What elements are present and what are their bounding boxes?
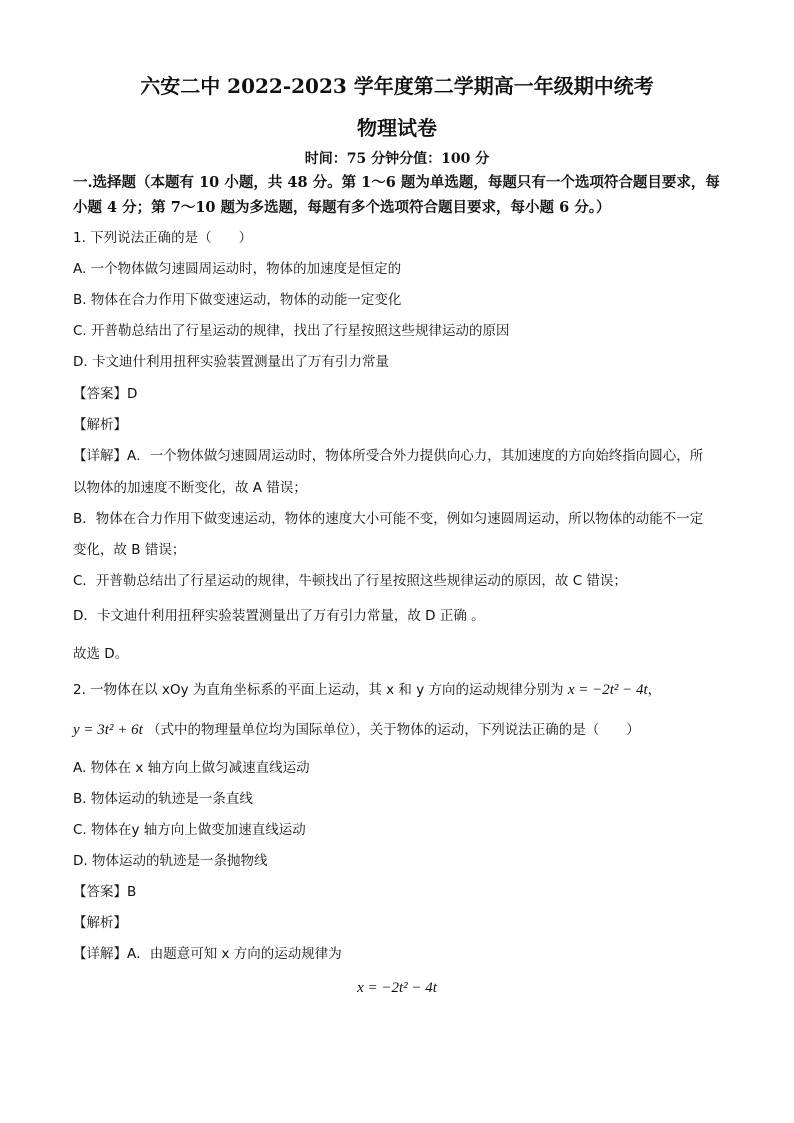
q2-stem-comma: ， <box>647 682 662 698</box>
q2-stem-text: 2. 一物体在以 xOy 为直角坐标系的平面上运动，其 x 和 y 方向的运动规律分别为 <box>73 682 564 698</box>
q2-option-c: C. 物体在y 轴方向上做变加速直线运动 <box>73 822 306 838</box>
q2-stem-line1 <box>73 678 733 699</box>
q1-option-a: A. 一个物体做匀速圆周运动时，物体的加速度是恒定的 <box>73 261 402 277</box>
section-heading: 一.选择题（本题有 10 小题，共 48 分。第 1～6 题为单选题，每题只有一个选项符合题目要求，每小题 4 分；第 7～10 题为多选题，每题有多个选项符合题目要求，每小题 6 分。） <box>73 174 720 216</box>
q1-detail-line: D．卡文迪什利用扭秤实验装置测量出了万有引力常量，故 D 正确 。 <box>73 608 485 624</box>
subject-title: 物理试卷 <box>357 116 437 140</box>
q2-equation-x: x = −2t² − 4t <box>567 682 648 698</box>
q1-option-b: B. 物体在合力作用下做变速运动，物体的动能一定变化 <box>73 292 402 308</box>
q2-analysis-label: 【解析】 <box>73 915 127 931</box>
q1-option-c: C. 开普勒总结出了行星运动的规律，找出了行星按照这些规律运动的原因 <box>73 323 510 339</box>
q2-display-equation-text: x = −2t² − 4t <box>357 980 437 996</box>
q1-detail-line: 以物体的加速度不断变化，故 A 错误； <box>73 480 307 496</box>
q1-detail-line: 变化，故 B 错误； <box>73 542 186 558</box>
q1-conclusion: 故选 D。 <box>73 646 129 662</box>
q1-option-d: D. 卡文迪什利用扭秤实验装置测量出了万有引力常量 <box>73 354 389 370</box>
exam-title: 六安二中 2022-2023 学年度第二学期高一年级期中统考 <box>140 74 654 98</box>
q2-detail-intro: 【详解】A．由题意可知 x 方向的运动规律为 <box>73 946 342 962</box>
exam-meta: 时间：75 分钟分值：100 分 <box>304 151 490 167</box>
q1-detail-line: C．开普勒总结出了行星运动的规律，牛顿找出了行星按照这些规律运动的原因，故 C 错误； <box>73 573 627 589</box>
q2-option-a: A. 物体在 x 轴方向上做匀减速直线运动 <box>73 760 310 776</box>
q2-stem-line2 <box>73 718 733 739</box>
q2-answer: 【答案】B <box>73 884 137 900</box>
q2-equation-y: y = 3t² + 6t <box>73 722 143 738</box>
q2-option-b: B. 物体运动的轨迹是一条直线 <box>73 791 253 807</box>
q2-option-d: D. 物体运动的轨迹是一条抛物线 <box>73 853 268 869</box>
q1-detail-line: 【详解】A．一个物体做匀速圆周运动时，物体所受合外力提供向心力，其加速度的方向始终指向圆心，所 <box>73 448 704 464</box>
q2-stem-text2: （式中的物理量单位均为国际单位），关于物体的运动，下列说法正确的是（ ） <box>147 722 640 738</box>
q1-answer: 【答案】D <box>73 386 138 402</box>
q1-detail-line: B．物体在合力作用下做变速运动，物体的速度大小可能不变，例如匀速圆周运动，所以物体的动能不一定 <box>73 511 704 527</box>
q2-display-equation <box>0 980 794 997</box>
q1-analysis-label: 【解析】 <box>73 417 127 433</box>
q1-stem: 1. 下列说法正确的是（ ） <box>73 230 253 246</box>
